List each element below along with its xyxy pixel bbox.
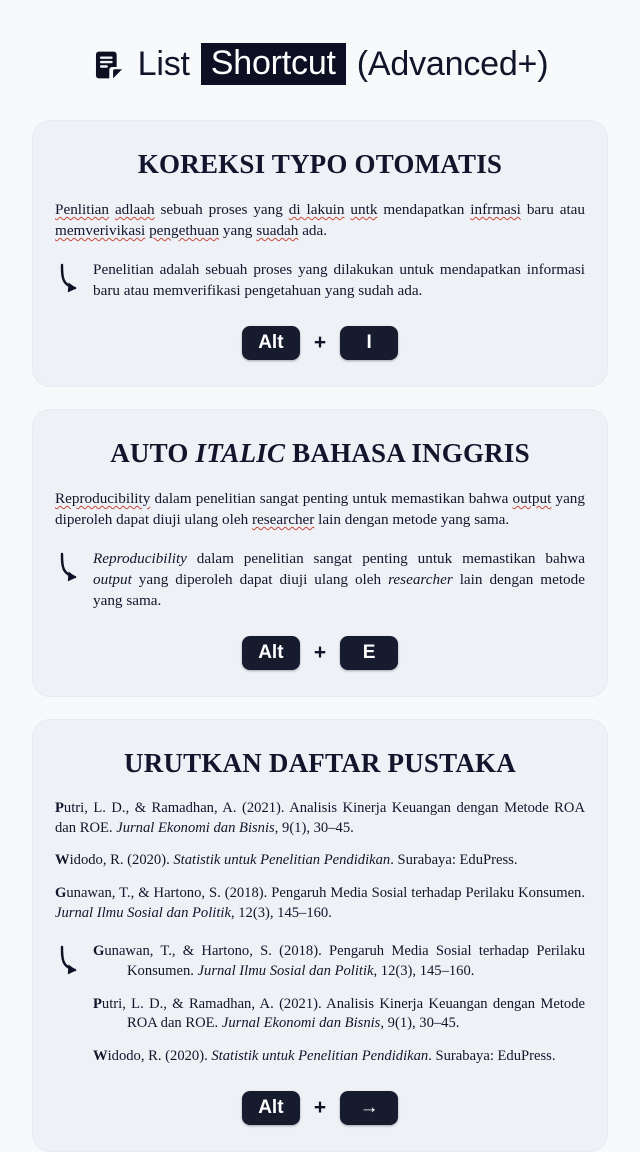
reference-entry (55, 884, 585, 924)
text-run: dalam penelitian sangat penting untuk memastikan bahwa (150, 489, 513, 507)
cards-container (0, 120, 640, 1152)
text-run: yang diperoleh dapat diuji ulang oleh (55, 489, 585, 528)
italic-term: researcher (388, 570, 453, 588)
text-run: dalam penelitian sangat penting untuk memastikan bahwa (186, 549, 585, 567)
result-row-urutkan-daftar-pustaka (55, 942, 585, 1067)
typo-word: researcher (251, 510, 315, 528)
typo-word: infrmasi (470, 201, 521, 218)
text-run: . Surabaya: EduPress. (428, 1048, 556, 1065)
title-highlight: Shortcut (201, 43, 346, 85)
curved-arrow-icon (55, 942, 85, 983)
ref-initial: G (55, 885, 67, 902)
reference-entry-sorted (93, 1047, 585, 1067)
reference-list-unsorted (55, 799, 585, 924)
text-run: , 9(1), 30–45. (380, 1015, 460, 1032)
text-run: ada. (298, 221, 328, 239)
text-run: lain dengan metode yang sama. (93, 570, 585, 609)
key-modifier[interactable]: Alt (242, 1091, 300, 1125)
original-text-auto-italic (55, 489, 585, 531)
result-body (93, 260, 585, 302)
text-run: idodo, R. (2020). (69, 852, 174, 869)
title-suffix: (Advanced+) (356, 44, 549, 83)
result-body (93, 549, 585, 612)
card-title-koreksi-typo: KOREKSI TYPO OTOMATIS (137, 149, 503, 179)
text-run: sebuah proses yang (154, 201, 289, 218)
ref-source: Jurnal Ilmu Sosial dan Politik (197, 962, 374, 979)
typo-word: di lakuin (288, 201, 345, 218)
ref-initial: W (93, 1048, 108, 1065)
ref-initial: G (93, 942, 105, 959)
ref-source: Statistik untuk Penelitian Pendidikan (173, 852, 391, 869)
text-run: , 12(3), 145–160. (373, 962, 475, 979)
document-note-icon (92, 46, 126, 82)
reference-entry (55, 851, 585, 871)
key-modifier[interactable]: Alt (242, 326, 300, 360)
key-action[interactable]: I (340, 326, 398, 360)
text-run: unawan, T., & Hartono, S. (2018). Pengaruh Media Sosial terhadap Perilaku Konsumen. (66, 885, 585, 902)
title-italic-word: ITALIC (195, 437, 286, 468)
ref-source: Jurnal Ekonomi dan Bisnis (116, 819, 275, 836)
result-row-koreksi-typo (55, 260, 585, 302)
reference-entry-sorted (93, 942, 585, 982)
card-auto-italic (32, 409, 608, 697)
ref-initial: P (55, 799, 64, 816)
key-action[interactable]: E (340, 636, 398, 670)
card-koreksi-typo (32, 120, 608, 387)
typo-word: suadah (256, 221, 299, 239)
reference-list-sorted (93, 942, 585, 1067)
shortcut-keys-auto-italic (55, 636, 585, 670)
typo-word: output (512, 489, 552, 507)
text-run: unawan, T., & Hartono, S. (2018). Pengaruh Media Sosial terhadap Perilaku Konsumen. (104, 942, 585, 979)
ref-source: Jurnal Ilmu Sosial dan Politik (55, 905, 231, 922)
curved-arrow-icon (55, 549, 85, 590)
shortcut-keys-koreksi-typo (55, 326, 585, 360)
text-run: yang (219, 221, 257, 239)
typo-word: untk (350, 201, 378, 218)
text-run: , 9(1), 30–45. (274, 819, 354, 836)
card-urutkan-daftar-pustaka (32, 719, 608, 1152)
text-run: , 12(3), 145–160. (230, 905, 332, 922)
card-title-urutkan-daftar-pustaka: URUTKAN DAFTAR PUSTAKA (124, 747, 516, 778)
key-action[interactable]: → (340, 1091, 398, 1125)
plus-sign: + (313, 330, 327, 354)
title-word: BAHASA INGGRIS (285, 437, 530, 468)
typo-word: memverivikasi (55, 221, 146, 239)
text-run: lain dengan metode yang sama. (314, 510, 510, 528)
page-title (138, 43, 549, 85)
ref-initial: W (55, 852, 70, 869)
reference-entry (55, 799, 585, 839)
key-modifier[interactable]: Alt (242, 636, 300, 670)
italic-term: Reproducibility (93, 549, 187, 567)
text-run: baru atau (520, 201, 586, 218)
typo-word: adlaah (114, 201, 155, 218)
plus-sign: + (313, 640, 327, 664)
result-row-auto-italic (55, 549, 585, 612)
card-title-auto-italic (55, 438, 585, 469)
curved-arrow-icon (55, 260, 85, 301)
text-run: . Surabaya: EduPress. (390, 852, 518, 869)
corrected-text-koreksi-typo: Penelitian adalah sebuah proses yang dilakukan untuk mendapatkan informasi baru atau memverifikasi pengetahuan yang sudah ada. (93, 260, 585, 299)
title-word: AUTO (110, 437, 196, 468)
text-run: idodo, R. (2020). (107, 1048, 212, 1065)
corrected-text-auto-italic (93, 549, 585, 612)
text-run: mendapatkan (377, 201, 471, 218)
ref-source: Statistik untuk Penelitian Pendidikan (211, 1048, 429, 1065)
plus-sign: + (313, 1096, 327, 1120)
text-run: utri, L. D., & Ramadhan, A. (2021). Analisis Kinerja Keuangan dengan Metode ROA dan ROE. (55, 799, 585, 836)
result-body (93, 942, 585, 1067)
ref-source: Jurnal Ekonomi dan Bisnis (221, 1015, 381, 1032)
text-run: yang diperoleh dapat diuji ulang oleh (131, 570, 389, 588)
page-header (0, 0, 640, 120)
italic-term: output (93, 570, 132, 588)
reference-entry-sorted (93, 995, 585, 1035)
title-prefix: List (137, 44, 190, 83)
original-text-koreksi-typo (55, 200, 585, 242)
text-run: utri, L. D., & Ramadhan, A. (2021). Analisis Kinerja Keuangan dengan Metode ROA dan ROE. (101, 995, 585, 1032)
shortcut-keys-urutkan-daftar-pustaka (55, 1091, 585, 1125)
typo-word: pengethuan (149, 221, 220, 239)
typo-word: Penlitian (55, 201, 109, 218)
typo-word: Reproducibility (55, 489, 151, 507)
ref-initial: P (93, 995, 102, 1012)
